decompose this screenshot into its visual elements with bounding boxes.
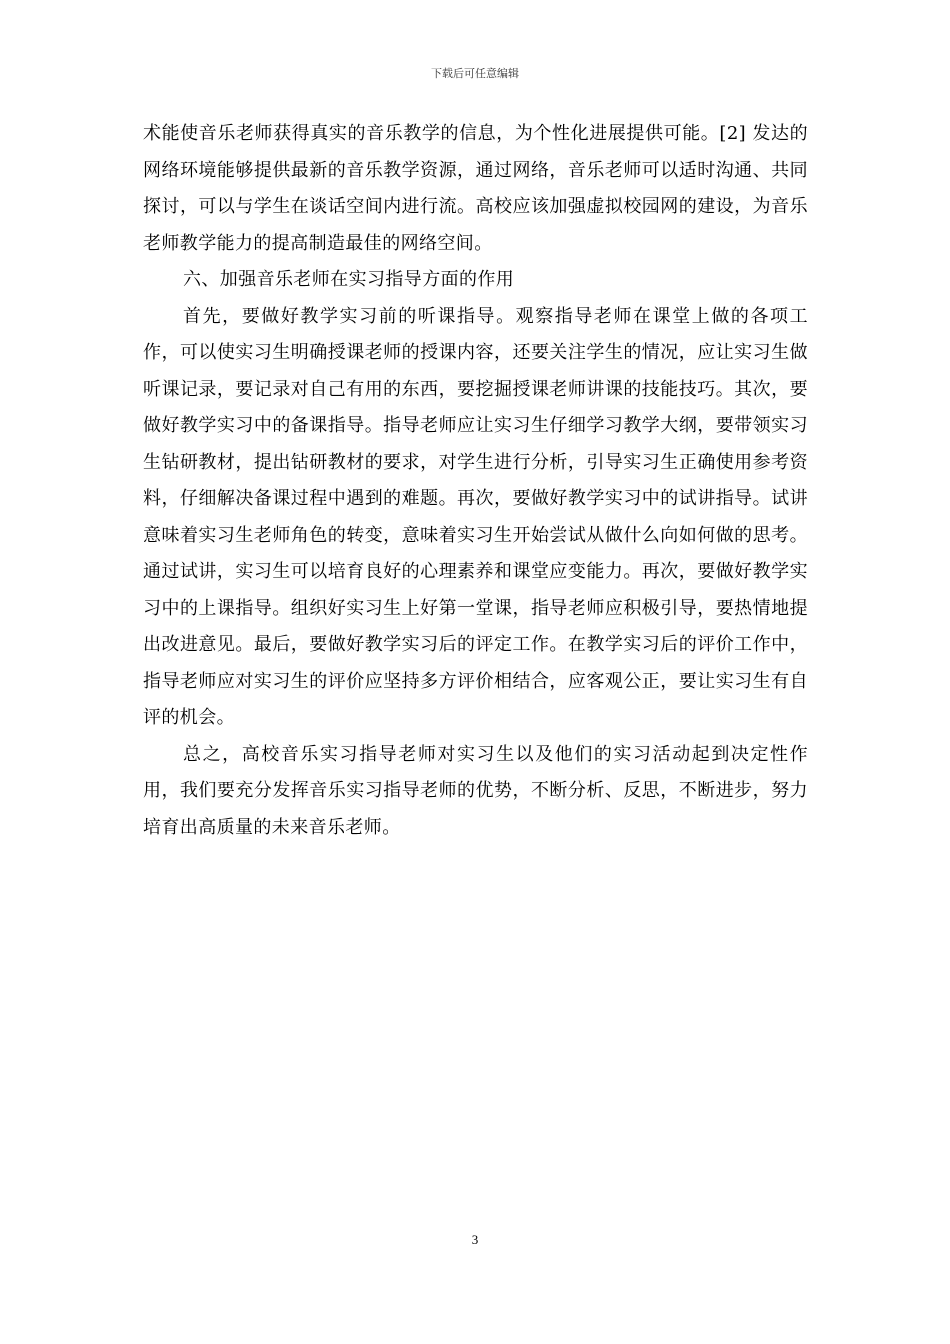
document-body [143,116,808,846]
page-number: 3 [471,1232,479,1247]
page-header: 下载后可任意编辑 [431,67,519,80]
paragraph-internship-guidance: 首先，要做好教学实习前的听课指导。观察指导老师在课堂上做的各项工作，可以使实习生明确授课老师的授课内容，还要关注学生的情况，应让实习生做听课记录，要记录对自己有用的东西，要挖掘授课老师讲课的技能技巧。其次，要做好教学实习中的备课指导。指导老师应让实习生仔细学习教学大纲，要带领实习生钻研教材，提出钻研教材的要求，对学生进行分析，引导实习生正确使用参考资料，仔细解决备课过程中遇到的难题。再次，要做好教学实习中的试讲指导。试讲意味着实习生老师角色的转变，意味着实习生开始尝试从做什么向如何做的思考。通过试讲，实习生可以培育良好的心理素养和课堂应变能力。再次，要做好教学实习中的上课指导。组织好实习生上好第一堂课，指导老师应积极引导，要热情地提出改进意见。最后，要做好教学实习后的评定工作。在教学实习后的评价工作中，指导老师应对实习生的评价应坚持多方评价相结合，应客观公正，要让实习生有自评的机会。 [143,305,808,728]
section-heading: 六、加强音乐老师在实习指导方面的作用 [183,269,515,290]
paragraph-network-environment: 术能使音乐老师获得真实的音乐教学的信息，为个性化进展提供可能。[2] 发达的网络环境能够提供最新的音乐教学资源，通过网络，音乐老师可以适时沟通、共同探讨，可以与学生在谈话空间内进行流。高校应该加强虚拟校园网的建设，为音乐老师教学能力的提高制造最佳的网络空间。 [143,123,808,254]
paragraph-conclusion: 总之，高校音乐实习指导老师对实习生以及他们的实习活动起到决定性作用，我们要充分发挥音乐实习指导老师的优势，不断分析、反思，不断进步，努力培育出高质量的未来音乐老师。 [143,743,808,838]
